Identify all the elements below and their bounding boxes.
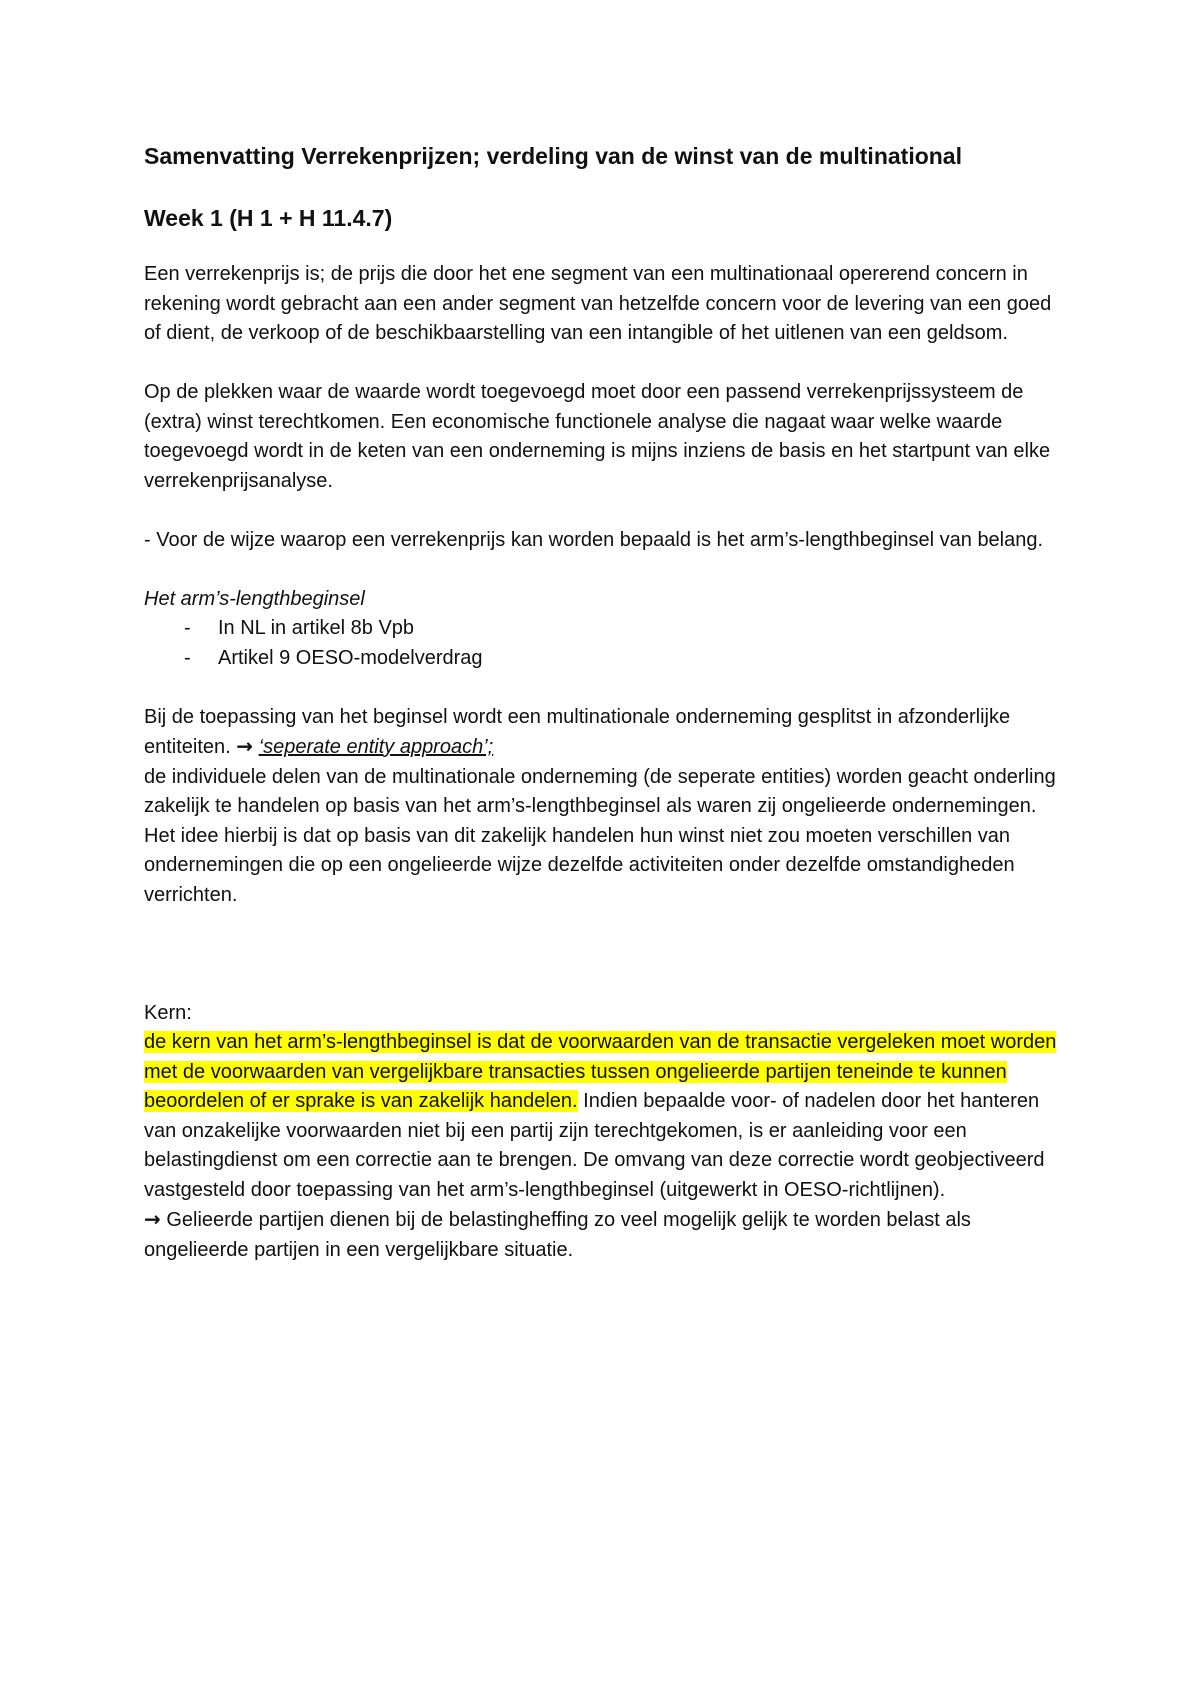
highlighted-text: de kern van het arm’s-lengthbeginsel is dat de voorwaarden van de transactie vergeleken moet worden met de voorwaarden van vergelijkbare transacties tussen ongelieerde partijen teneinde te kunnen beoordelen of er sprake is van zakelijk handelen. xyxy=(144,1031,1057,1112)
right-arrow-icon: → xyxy=(144,1207,161,1231)
kern-conclusion-text: Gelieerde partijen dienen bij de belastingheffing zo veel mogelijk gelijk te worden belast als ongelieerde partijen in een vergelijkbare situatie. xyxy=(144,1209,971,1261)
list-item xyxy=(144,644,1064,674)
week-heading: Week 1 (H 1 + H 11.4.7) xyxy=(144,205,393,231)
arms-length-heading: Het arm’s-lengthbeginsel xyxy=(144,587,365,610)
document-page xyxy=(144,140,1064,1295)
separate-entity-intro xyxy=(144,703,1064,763)
right-arrow-icon: → xyxy=(236,734,254,758)
kern-rest-text: Indien bepaalde voor- of nadelen door het hanteren van onzakelijke voorwaarden niet bij een partij zijn terechtgekomen, is er aanleiding voor een belastingdienst om een correctie aan te brengen. De omvang van deze correctie wordt geobjectiveerd vastgesteld door toepassing van het arm’s-lengthbeginsel (uitgewerkt in OESO-richtlijnen). xyxy=(144,1090,1045,1201)
list-item-text: Artikel 9 OESO-modelverdrag xyxy=(218,646,483,669)
value-added-paragraph: Op de plekken waar de waarde wordt toegevoegd moet door een passend verrekenprijssysteem de (extra) winst terechtkomen. Een economische functionele analyse die nagaat waar welke waarde toegevoegd wordt in de keten van een onderneming is mijns inziens de basis en het startpunt van elke verrekenprijsanalyse. xyxy=(144,381,1051,492)
dash-bullet: - xyxy=(184,617,191,639)
kern-label: Kern: xyxy=(144,1001,192,1024)
separate-entity-body: de individuele delen van de multinationale onderneming (de seperate entities) worden geacht onderling zakelijk te handelen op basis van het arm’s-lengthbeginsel als waren zij ongelieerde ondernemingen. Het idee hierbij is dat op basis van dit zakelijk handelen hun winst niet zou moeten verschillen van ondernemingen die op een ongelieerde wijze dezelfde activiteiten onder dezelfde omstandigheden verrichten. xyxy=(144,765,1056,906)
kern-conclusion xyxy=(144,1205,1064,1265)
separate-entity-intro-text: Bij de toepassing van het beginsel wordt een multinationale onderneming gesplitst in afzonderlijke entiteiten. xyxy=(144,705,1011,758)
list-item-text: In NL in artikel 8b Vpb xyxy=(218,617,415,639)
spacer xyxy=(144,940,1064,999)
kern-paragraph xyxy=(144,1028,1064,1205)
definition-paragraph: Een verrekenprijs is; de prijs die door het ene segment van een multinationaal opererend concern in rekening wordt gebracht aan een ander segment van hetzelfde concern voor de levering van een goed of dient, de verkoop of de beschikbaarstelling van een intangible of het uitlenen van een geldsom. xyxy=(144,263,1052,344)
arms-length-list xyxy=(144,614,1064,673)
separate-entity-term: ‘seperate entity approach’; xyxy=(258,736,494,758)
dash-bullet: - xyxy=(184,646,191,669)
document-title: Samenvatting Verrekenprijzen; verdeling van de winst van de multinational xyxy=(144,143,962,169)
determination-paragraph: - Voor de wijze waarop een verrekenprijs kan worden bepaald is het arm’s-lengthbeginsel van belang. xyxy=(144,528,1044,551)
list-item xyxy=(144,614,1064,644)
